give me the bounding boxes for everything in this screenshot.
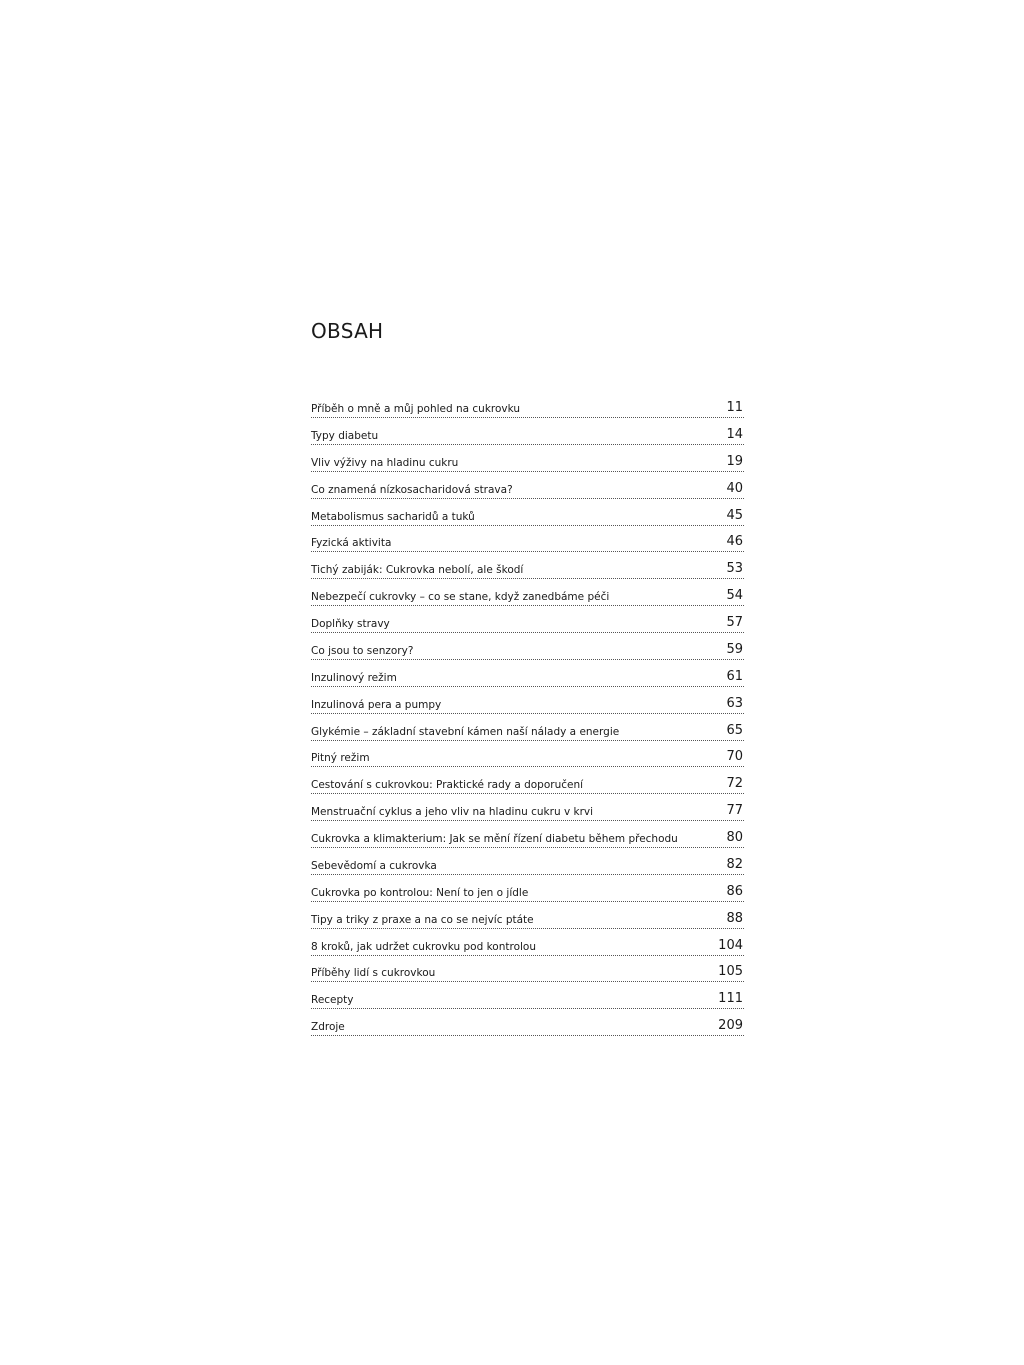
toc-entry-title: Pitný režim [311,752,370,765]
toc-entry-page-number: 209 [718,1018,743,1034]
toc-entry-page-number: 40 [726,480,743,496]
toc-entry-title: Cestování s cukrovkou: Praktické rady a doporučení [311,779,584,792]
toc-entry-title: Zdroje [311,1021,345,1034]
toc-entry [311,502,744,526]
toc-entry-title: Příběh o mně a můj pohled na cukrovku [311,403,521,415]
toc-entry-page-number: 57 [726,615,743,630]
toc-entry-page-number: 88 [726,910,743,926]
toc-entry-title: Cukrovka a klimakterium: Jak se mění řízení diabetu během přechodu [311,833,678,845]
toc-entry-title: Nebezpečí cukrovky – co se stane, když zanedbáme péči [311,591,610,604]
toc-entry-title: Recepty [311,994,354,1007]
toc-entry [311,851,744,875]
toc-entry-page-number: 70 [726,749,743,765]
toc-entry-title: Tipy a triky z praxe a na co se nejvíc ptáte [311,913,534,926]
toc-entry-title: Příběhy lidí s cukrovkou [311,967,436,980]
toc-entry-page-number: 80 [726,830,743,845]
toc-entry-title: Cukrovka po kontrolou: Není to jen o jídle [311,886,529,899]
toc-entry-page-number: 45 [726,507,743,523]
toc-entry [311,985,744,1009]
toc-entry [311,663,744,687]
toc-entry-page-number: 72 [726,776,743,792]
toc-entry-title: Tichý zabiják: Cukrovka nebolí, ale škodí [311,564,524,577]
toc-entry-title: Menstruační cyklus a jeho vliv na hladinu cukru v krvi [311,806,594,819]
toc-entry-title: Co znamená nízkosacharidová strava? [311,483,513,496]
toc-entry [311,582,744,606]
toc-entry [311,932,744,956]
toc-entry [311,528,744,552]
toc-entry-page-number: 19 [726,453,743,469]
toc-entry [311,636,744,660]
toc-entry-title: Fyzická aktivita [311,537,392,550]
toc-entry-page-number: 46 [726,534,743,550]
toc-entry [311,609,744,633]
toc-entry-title: 8 kroků, jak udržet cukrovku pod kontrolou [311,940,537,953]
toc-entry-title: Metabolismus sacharidů a tuků [311,510,475,523]
table-of-contents [311,394,744,1039]
toc-entry [311,905,744,929]
toc-entry [311,878,744,902]
toc-entry [311,475,744,499]
toc-entry-page-number: 82 [726,856,743,872]
toc-entry [311,958,744,982]
toc-entry [311,717,744,741]
toc-entry-page-number: 104 [718,937,743,953]
toc-entry [311,421,744,445]
toc-entry-title: Inzulinový režim [311,671,397,684]
toc-entry-title: Co jsou to senzory? [311,644,414,657]
toc-entry [311,555,744,579]
toc-entry [311,394,744,418]
page-title: OBSAH [311,319,384,343]
toc-entry-page-number: 77 [726,803,743,819]
toc-entry-page-number: 111 [718,991,743,1007]
toc-entry-page-number: 54 [726,588,743,604]
toc-entry-title: Doplňky stravy [311,618,390,630]
toc-entry [311,690,744,714]
toc-entry-page-number: 105 [718,964,743,980]
toc-entry-title: Glykémie – základní stavební kámen naší nálady a energie [311,725,620,738]
toc-entry-title: Sebevědomí a cukrovka [311,859,437,872]
toc-entry [311,824,744,848]
toc-entry-page-number: 53 [726,561,743,577]
toc-entry [311,448,744,472]
toc-entry [311,1012,744,1036]
toc-entry [311,770,744,794]
toc-entry-title: Inzulinová pera a pumpy [311,698,442,711]
toc-entry-page-number: 11 [726,400,743,415]
toc-entry [311,797,744,821]
toc-entry-title: Vliv výživy na hladinu cukru [311,456,459,469]
toc-entry-title: Typy diabetu [311,429,379,442]
toc-entry-page-number: 14 [726,426,743,442]
toc-entry-page-number: 65 [726,722,743,738]
toc-entry-page-number: 61 [726,668,743,684]
toc-entry-page-number: 59 [726,641,743,657]
toc-entry [311,743,744,767]
toc-entry-page-number: 63 [726,695,743,711]
toc-entry-page-number: 86 [726,883,743,899]
